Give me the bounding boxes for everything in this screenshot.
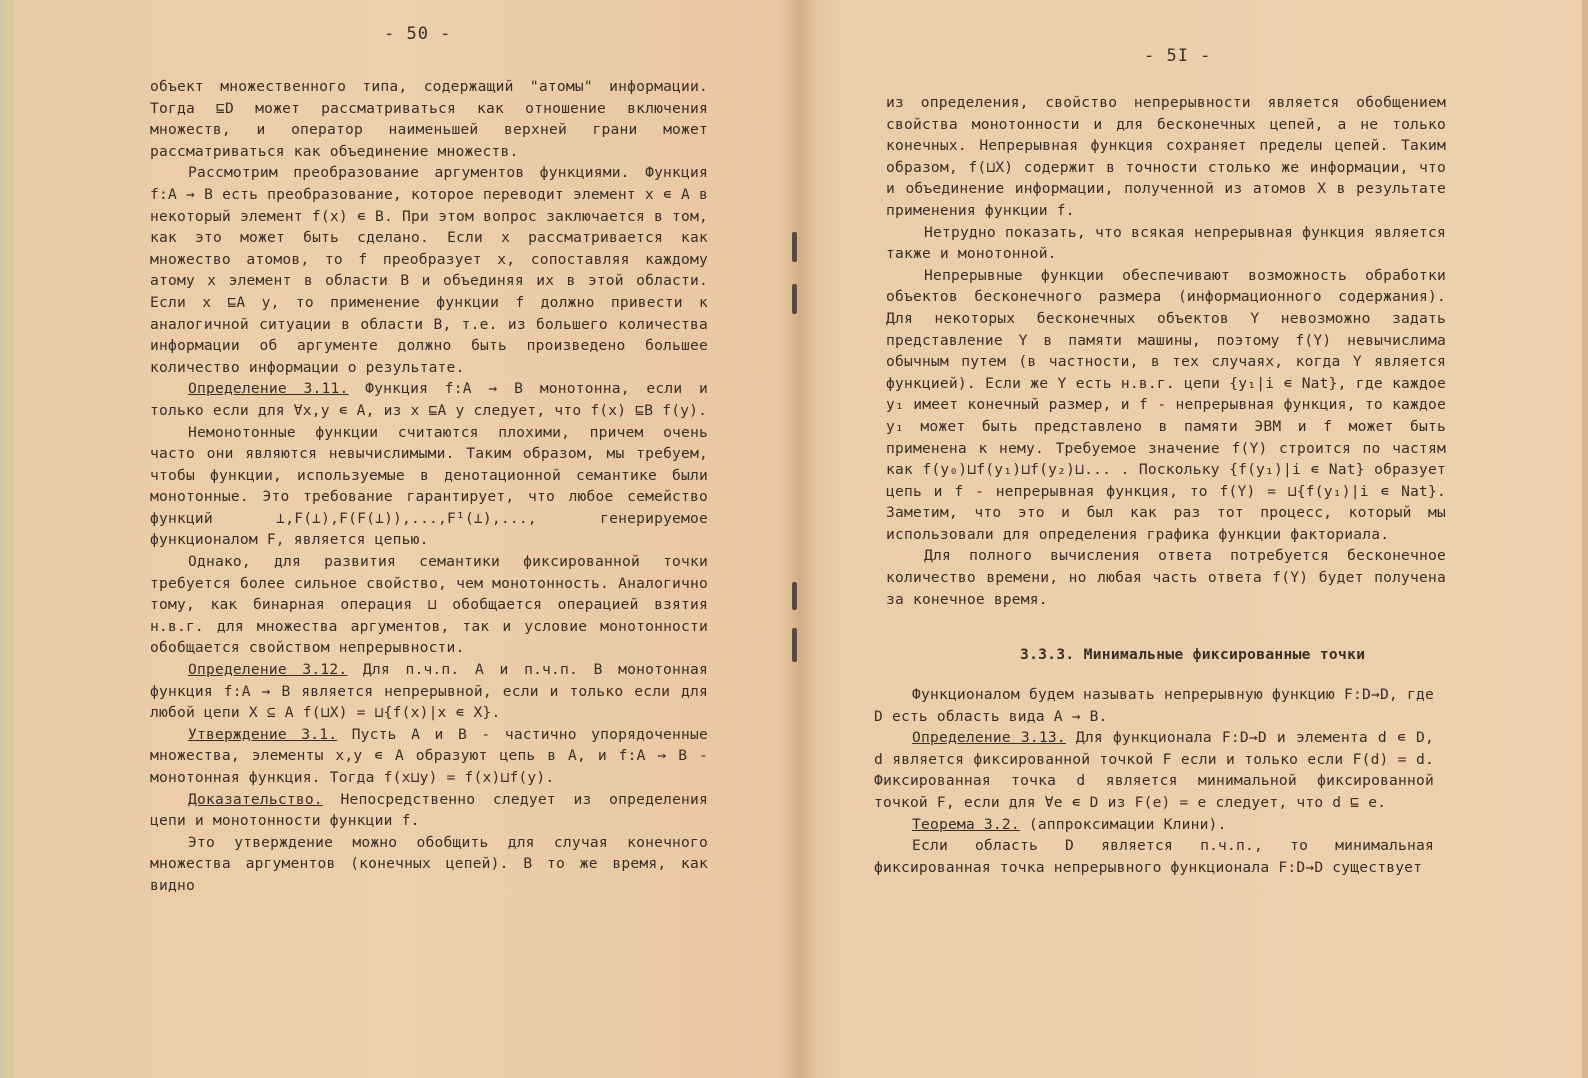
page-number: - 50 - [384, 24, 452, 44]
book-edge [0, 0, 14, 1078]
statement-3-1 [150, 724, 708, 789]
definition-text: Для п.ч.п. A и п.ч.п. B монотонная функция f:A → B является непрерывной, если и только если для любой цепи X ⊆ A f(⊔X) = ⊔{f(x)|x ∊ X}. [150, 661, 708, 722]
definition-text: Для функционала F:D→D и элемента d ∊ D, d является фиксированной точкой F если и только если F(d) = d. Фиксированная точка d является минимальной фиксированной точкой F, если для ∀e ∊ D из F(e) = e следует, что d ⊑ e. [874, 729, 1435, 811]
paragraph: объект множественного типа, содержащий "атомы" информации. Тогда ⊑D может рассматриваться как отношение включения множеств, и оператор наименьшей верхней грани может рассматриваться как объединение множеств. [150, 78, 708, 160]
paragraph: Немонотонные функции считаются плохими, причем очень часто они являются невычислимыми. Таким образом, мы требуем, чтобы функции, используемые в денотационной семантике были монотонные. Это требование гарантирует, что любое семейство функций ⊥,F(⊥),F(F(⊥)),...,F¹(⊥),..., генерируемое функционалом F, является цепью. [150, 423, 708, 549]
theorem-label: Теорема 3.2. [912, 815, 1020, 833]
definition-label: Определение 3.12. [188, 661, 348, 679]
left-body [150, 76, 708, 897]
right-body-bottom [874, 684, 1434, 878]
proof-label: Доказательство. [188, 790, 323, 808]
staple [792, 232, 797, 262]
staple [792, 582, 797, 610]
statement-label: Утверждение 3.1. [188, 725, 338, 743]
paragraph: Рассмотрим преобразование аргументов функциями. Функция f:A → B есть преобразование, которое переводит элемент x ∊ A в некоторый элемент f(x) ∊ B. При этом вопрос заключается в том, как это может быть сделано. Если x рассматривается как множество атомов, то f преобразует x, сопоставляя каждому атому x элемент в области B и объединяя их в этой области. Если x ⊑A y, то применение функции f должно привести к аналогичной ситуации в области B, т.е. из большего количества информации об аргументе должно быть произведено большее количество информации о результате. [150, 164, 708, 376]
staple [792, 628, 797, 662]
definition-text: Функция f:A → B монотонна, если и только если для ∀x,y ∊ A, из x ⊑A y следует, что f(x) ⊑B f(y). [150, 380, 709, 419]
paragraph: Однако, для развития семантики фиксированной точки требуется более сильное свойство, чем монотонность. Аналогично тому, как бинарная операция ⊔ обобщается операцией взятия н.в.г. для множества аргументов, так и условие монотонности обобщается свойством непрерывности. [150, 553, 708, 657]
paragraph: Это утверждение можно обобщить для случая конечного множества аргументов (конечных цепей). В то же время, как видно [150, 833, 708, 894]
definition-label: Определение 3.11. [188, 380, 349, 398]
proof-text: Непосредственно следует из определения цепи и монотонности функции f. [150, 790, 708, 830]
paragraph: Для полного вычисления ответа потребуется бесконечное количество времени, но любая часть ответа f(Y) будет получена за конечное время. [886, 547, 1446, 608]
paragraph: Непрерывные функции обеспечивают возможность обработки объектов бесконечного размера (информационного содержания). Для некоторых бесконечных объектов Y невозможно задать представление Y в памяти машины, поэтому f(Y) невычислима обычным путем (в частности, в тех случаях, когда Y является функцией). Если же Y есть н.в.г. цепи {y₁|i ∊ Nat}, где каждое y₁ имеет конечный размер, и f - непрерывная функция, то каждое y₁ может быть представлено в памяти ЭВМ и f может быть применена к нему. Требуемое значение f(Y) строится по частям как f(y₀)⊔f(y₁)⊔f(y₂)⊔... . Поскольку {f(y₁)|i ∊ Nat} образует цепь и f - непрерывная функция, то f(Y) = ⊔{f(y₁)|i ∊ Nat}. Заметим, что это и был как раз тот процесс, который мы использовали для определения графика функции факториала. [886, 266, 1446, 543]
definition-3-12 [150, 659, 708, 724]
paragraph: Если область D является п.ч.п., то минимальная фиксированная точка непрерывного функционала F:D→D существует [874, 837, 1434, 876]
theorem-text: (аппроксимации Клини). [1019, 815, 1227, 833]
proof [150, 789, 708, 832]
section-heading: 3.3.3. Минимальные фиксированные точки [1020, 646, 1366, 663]
staple [792, 284, 797, 314]
theorem-3-2 [874, 814, 1434, 836]
right-page [798, 0, 1588, 1078]
definition-3-13 [874, 727, 1434, 813]
paragraph: Функционалом будем называть непрерывную функцию F:D→D, где D есть область вида A → B. [874, 686, 1434, 725]
book-gutter [780, 0, 816, 1078]
page-edge [1582, 0, 1588, 1078]
right-body-top [886, 92, 1446, 610]
page-number: - 5I - [1144, 46, 1212, 66]
definition-label: Определение 3.13. [912, 729, 1066, 747]
paragraph: из определения, свойство непрерывности является обобщением свойства монотонности и для бесконечных цепей, а не только конечных. Непрерывная функция сохраняет пределы цепей. Таким образом, f(⊔X) содержит в точности столько же информации, что и объединение информации, полученной из атомов X в результате применения функции f. [886, 94, 1446, 219]
definition-3-11 [150, 378, 708, 421]
paragraph: Нетрудно показать, что всякая непрерывная функция является также и монотонной. [886, 223, 1446, 263]
statement-text: Пусть A и B - частично упорядоченные множества, элементы x,y ∊ A образуют цепь в A, и f:A → B - монотонная функция. Тогда f(x⊔y) = f(x)⊔f(y). [150, 725, 708, 786]
